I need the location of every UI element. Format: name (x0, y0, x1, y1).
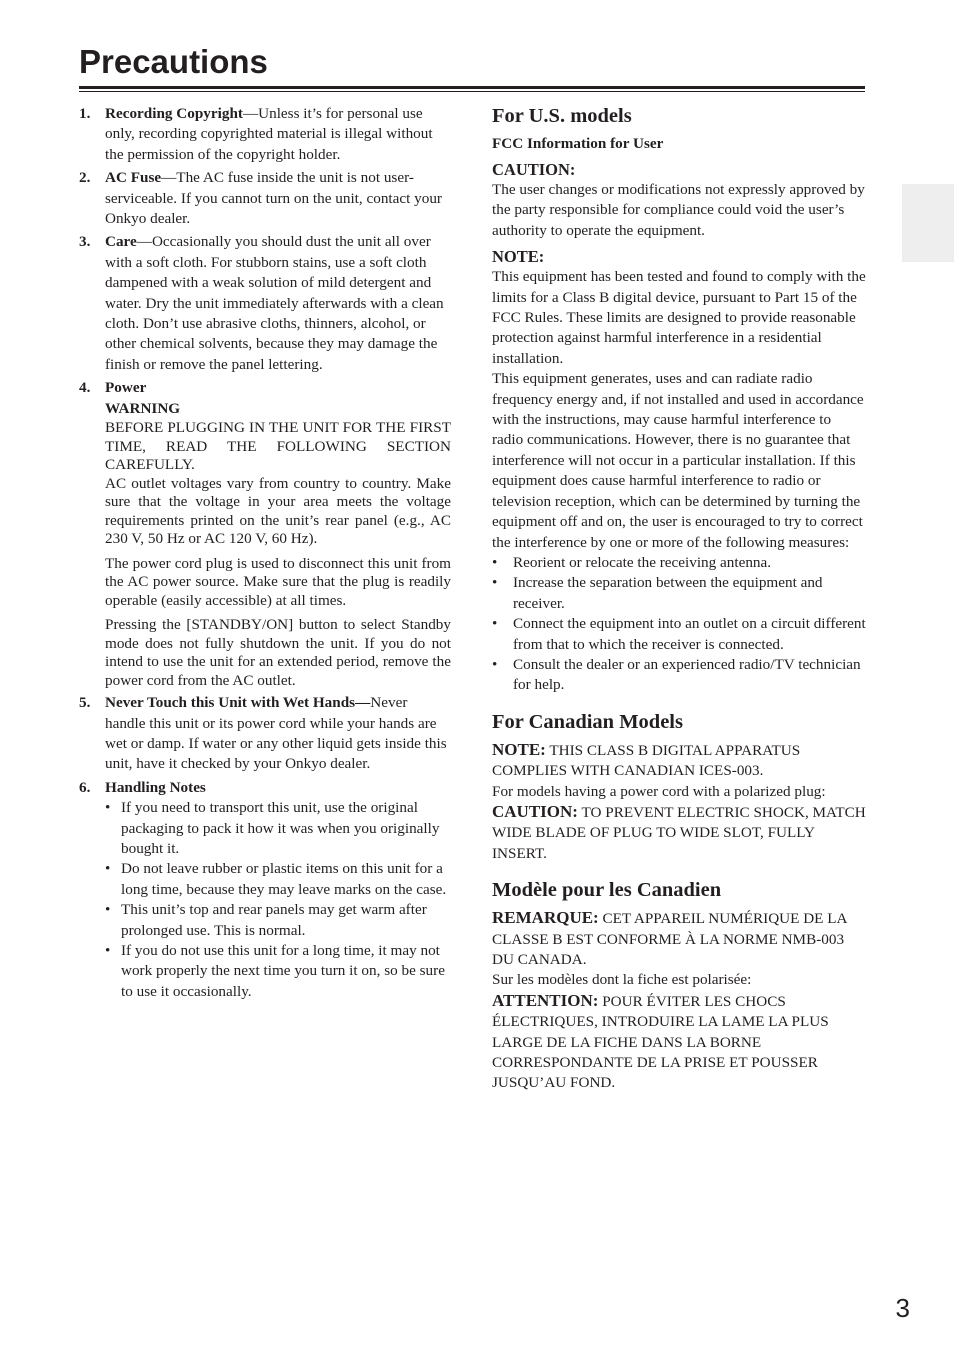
section-heading: For Canadian Models (492, 710, 683, 733)
item-number: 2. (79, 169, 91, 187)
attention-text: POUR ÉVITER LES CHOCS ÉLECTRIQUES, INTRODUIRE LA LAME LA PLUS LARGE DE LA FICHE DANS LA BORNE CORRESPONDANTE DE LA PRISE ET POUSSER JUSQU’AU FOND. (492, 992, 829, 1092)
section-tab-marker (902, 184, 954, 262)
handling-notes-list (105, 798, 451, 1002)
warning-label: WARNING (105, 399, 181, 417)
section-subheading: FCC Information for User (492, 135, 664, 152)
right-column (492, 102, 866, 1094)
remarque-note (492, 908, 866, 970)
caution-text: TO PREVENT ELECTRIC SHOCK, MATCH WIDE BLADE OF PLUG TO WIDE SLOT, FULLY INSERT. (492, 803, 866, 862)
list-item: • If you need to transport this unit, use the original packaging to pack it how it was when you originally bought it. (105, 798, 451, 859)
caution-label: CAUTION: (492, 801, 578, 821)
item-number: 3. (79, 233, 91, 251)
power-voltage-text: AC outlet voltages vary from country to country. Make sure that the voltage in your area meets the voltage requirements printed on the unit’s rear panel (e.g., AC 230 V, 50 Hz or AC 120 V, 60 Hz). (105, 474, 451, 548)
remarque-text: CET APPAREIL NUMÉRIQUE DE LA CLASSE B EST CONFORME À LA NORME NMB-003 DU CANADA. (492, 910, 847, 968)
caution-label: CAUTION: (492, 160, 576, 179)
list-item: • Reorient or relocate the receiving antenna. (492, 553, 866, 573)
item-text: —Unless it’s for personal use only, recording copyrighted material is illegal without the permission of the copyright holder. (105, 105, 433, 163)
remarque-label: REMARQUE: (492, 908, 599, 928)
item-number: 4. (79, 379, 91, 397)
list-item: • Consult the dealer or an experienced radio/TV technician for help. (492, 655, 866, 696)
interference-measures-list (492, 553, 866, 696)
list-item: • If you do not use this unit for a long time, it may not work properly the next time you turn it on, so be sure to use it occasionally. (105, 941, 451, 1002)
list-item: • Connect the equipment into an outlet on a circuit different from that to which the receiver is connected. (492, 614, 866, 655)
note-text: This equipment generates, uses and can radiate radio frequency energy and, if not installed and used in accordance with the instructions, may cause harmful interference to radio communications. However, there is no guarantee that interference will not occur in a particular installation. If this equipment does cause harmful interference to radio or television reception, which can be determined by turning the equipment off and on, the user is encouraged to try to correct the interference by one or more of the following measures: (492, 370, 864, 551)
power-plug-text: The power cord plug is used to disconnect this unit from the AC power source. Make sure that the plug is readily operable (easily accessible) at all times. (105, 554, 451, 609)
canadian-models-french-section (492, 876, 866, 1094)
canadian-models-section (492, 708, 866, 864)
precaution-item-wet-hands (79, 693, 451, 775)
left-column (79, 104, 451, 1005)
polarized-plug-text: For models having a power cord with a polarized plug: (492, 782, 826, 800)
attention-note (492, 991, 866, 1094)
power-warning-text: BEFORE PLUGGING IN THE UNIT FOR THE FIRST TIME, READ THE FOLLOWING SECTION CAREFULLY. (105, 419, 451, 474)
note-label: NOTE: (492, 247, 545, 267)
list-item: • This unit’s top and rear panels may get warm after prolonged use. This is normal. (105, 900, 451, 941)
note-text: This equipment has been tested and found to comply with the limits for a Class B digital device, pursuant to Part 15 of the FCC Rules. These limits are designed to provide reasonable protection against harmful interference in a residential installation. (492, 268, 866, 367)
title-rule-thin (79, 91, 865, 92)
polarized-plug-text-fr: Sur les modèles dont la fiche est polarisée: (492, 971, 752, 989)
list-item: • Do not leave rubber or plastic items on this unit for a long time, because they may leave marks on the case. (105, 859, 451, 900)
page-title: Precautions (79, 43, 268, 80)
item-heading: AC Fuse (105, 169, 162, 187)
item-text: —The AC fuse inside the unit is not user-serviceable. If you cannot turn on the unit, contact your Onkyo dealer. (105, 169, 442, 228)
item-heading: Handling Notes (105, 778, 206, 796)
item-text: Never handle this unit or its power cord while your hands are wet or damp. If water or any other liquid gets inside this unit, have it checked by your Onkyo dealer. (105, 694, 447, 773)
item-heading: Recording Copyright (105, 105, 243, 122)
item-number: 5. (79, 694, 91, 712)
section-heading: For U.S. models (492, 105, 632, 127)
item-number: 6. (79, 778, 91, 796)
item-heading: Care (105, 233, 137, 251)
page-number: 3 (895, 1293, 910, 1323)
canada-caution (492, 802, 866, 864)
power-standby-text: Pressing the [STANDBY/ON] button to select Standby mode does not fully shutdown the unit. If you do not intend to use the unit for an extended period, remove the power cord from the AC outlet. (105, 616, 451, 689)
title-rule-thick (79, 86, 865, 89)
item-text: —Occasionally you should dust the unit all over with a soft cloth. For stubborn stains, use a soft cloth dampened with a weak solution of mild detergent and water. Dry the unit immediately afterwards with a clean cloth. Don’t use abrasive cloths, thinners, alcohol, or other chemical solvents, because they may damage the finish or remove the panel lettering. (105, 233, 444, 373)
note-label: NOTE: (492, 739, 546, 759)
precaution-item-power (79, 378, 451, 690)
caution-text: The user changes or modifications not expressly approved by the party responsible for compliance could void the user’s authority to operate the equipment. (492, 181, 865, 239)
item-heading: Power (105, 379, 147, 397)
precaution-item-recording-copyright (79, 104, 451, 165)
item-number: 1. (79, 105, 91, 122)
note-text: THIS CLASS B DIGITAL APPARATUS COMPLIES WITH CANADIAN ICES-003. (492, 741, 801, 780)
us-models-section (492, 102, 866, 696)
item-heading: Never Touch this Unit with Wet Hands— (105, 694, 371, 712)
precaution-item-ac-fuse (79, 168, 451, 229)
section-heading: Modèle pour les Canadien (492, 879, 722, 902)
list-item: • Increase the separation between the equipment and receiver. (492, 573, 866, 614)
precaution-item-care (79, 232, 451, 375)
precaution-item-handling-notes (79, 778, 451, 1002)
canada-note (492, 740, 866, 782)
attention-label: ATTENTION: (492, 990, 599, 1010)
